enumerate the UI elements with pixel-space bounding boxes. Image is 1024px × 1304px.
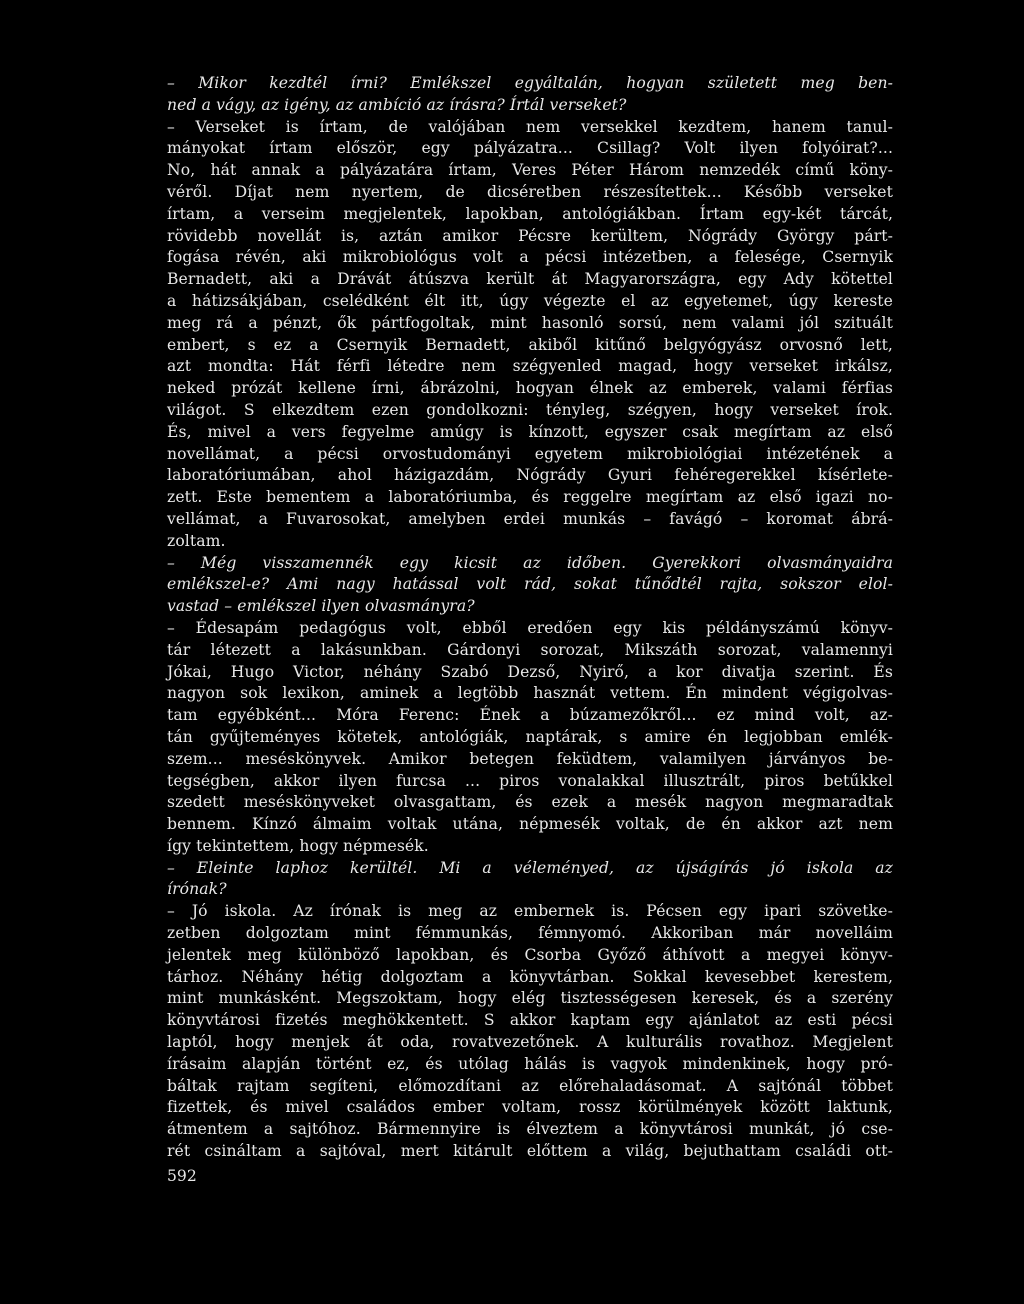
text-line: így tekintettem, hogy népmesék. [167,836,429,855]
page-number: 592 [167,1167,197,1185]
text-line: zoltam. [167,531,226,550]
text-line: tár létezett a lakásunkban. Gárdonyi sorozat, Mikszáth sorozat, valamennyi [167,640,893,659]
text-line: rét csináltam a sajtóval, mert kitárult előttem a világ, bejuthattam családi ott- [167,1142,893,1161]
text-line: bennem. Kínzó álmaim voltak utána, népmesék voltak, de én akkor azt nem [167,815,893,834]
text-line: novellámat, a pécsi orvostudományi egyetem mikrobiológiai intézetének a [167,444,893,463]
text-line: – Édesapám pedagógus volt, ebből eredően egy kis példányszámú könyv- [167,618,893,637]
body-text [167,73,893,1163]
text-line: fizettek, és mivel családos ember voltam, rossz körülmények között laktunk, [167,1098,893,1117]
text-line: És, mivel a vers fegyelme amúgy is kínzott, egyszer csak megírtam az első [167,422,893,441]
text-line: laptól, hogy menjek át oda, rovatvezetőnek. A kulturális rovathoz. Megjelent [167,1033,893,1052]
interview-question-line: ned a vágy, az igény, az ambíció az írásra? Írtál verseket? [167,95,627,114]
text-line: vellámat, a Fuvarosokat, amelyben erdei munkás – favágó – koromat ábrá- [167,509,893,528]
text-line: fogása révén, aki mikrobiológus volt a pécsi intézetben, a felesége, Csernyik [167,248,893,267]
text-line: tam egyébként... Móra Ferenc: Ének a búzamezőkről... ez mind volt, az- [167,706,893,725]
interview-question-line: vastad – emlékszel ilyen olvasmányra? [167,597,475,616]
text-line: azt mondta: Hát férfi létedre nem szégyenled magad, hogy verseket irkálsz, [167,357,893,376]
text-line: zett. Este bementem a laboratóriumba, és reggelre megírtam az első igazi no- [167,488,893,507]
text-line: mányokat írtam először, egy pályázatra... Csillag? Volt ilyen folyóirat?... [167,139,893,158]
text-line: a hátizsákjában, cselédként élt itt, úgy végezte el az egyetemet, úgy kereste [167,291,893,310]
text-line: mint munkásként. Megszoktam, hogy elég tisztességesen keresek, és a szerény [167,989,893,1008]
interview-question-line: emlékszel-e? Ami nagy hatással volt rád, sokat tűnődtél rajta, sokszor elol- [167,575,893,594]
text-line: jelentek meg különböző lapokban, és Csorba Győző áthívott a megyei könyv- [167,945,893,964]
text-line: rövidebb novellát is, aztán amikor Pécsre kerültem, Nógrády György párt- [167,226,893,245]
text-line: laboratóriumában, ahol házigazdám, Nógrády Gyuri fehéregerekkel kísérlete- [167,466,893,485]
text-line: nagyon sok lexikon, aminek a legtöbb hasznát vettem. Én mindent végigolvas- [167,684,893,703]
text-line: – Verseket is írtam, de valójában nem versekkel kezdtem, hanem tanul- [167,117,893,136]
interview-question-line: – Még visszamennék egy kicsit az időben. Gyerekkori olvasmányaidra [167,553,893,572]
text-line: Bernadett, aki a Drávát átúszva került át Magyarországra, egy Ady kötettel [167,270,893,289]
text-line: szedett meséskönyveket olvasgattam, és ezek a mesék nagyon megmaradtak [167,793,893,812]
text-line: tán gyűjteményes kötetek, antológiák, naptárak, s amire én legjobban emlék- [167,727,893,746]
text-line: tárhoz. Néhány hétig dolgoztam a könyvtárban. Sokkal kevesebbet kerestem, [167,967,893,986]
interview-question-line: – Eleinte laphoz kerültél. Mi a véleményed, az újságírás jó iskola az [167,858,893,877]
text-line: – Jó iskola. Az írónak is meg az embernek is. Pécsen egy ipari szövetke- [167,902,893,921]
text-line: szem... meséskönyvek. Amikor betegen feküdtem, valamilyen járványos be- [167,749,893,768]
text-line: zetben dolgoztam mint fémmunkás, fémnyomó. Akkoriban már novelláim [167,924,893,943]
text-line: tegségben, akkor ilyen furcsa ... piros vonalakkal illusztrált, piros betűkkel [167,771,893,790]
text-line: embert, s ez a Csernyik Bernadett, akiből kitűnő belgyógyász orvosnő lett, [167,335,893,354]
text-line: Jókai, Hugo Victor, néhány Szabó Dezső, Nyirő, a kor divatja szerint. És [167,662,893,681]
text-line: No, hát annak a pályázatára írtam, Veres Péter Három nemzedék című köny- [167,161,893,180]
text-line: báltak rajtam segíteni, előmozdítani az előrehaladásomat. A sajtónál többet [167,1076,893,1095]
text-line: meg rá a pénzt, ők pártfogoltak, mint hasonló sorsú, nem valami jól szituált [167,313,893,332]
text-line: világot. S elkezdtem ezen gondolkozni: tényleg, szégyen, hogy verseket írok. [167,400,893,419]
text-line: könyvtárosi fizetés meghökkentett. S akkor kaptam egy ajánlatot az esti pécsi [167,1011,893,1030]
text-line: neked prózát kellene írni, ábrázolni, hogyan élnek az emberek, valami férfias [167,379,893,398]
text-line: írásaim alapján történt ez, és utólag hálás is vagyok mindenkinek, hogy pró- [167,1054,893,1073]
interview-question-line: – Mikor kezdtél írni? Emlékszel egyáltalán, hogyan született meg ben- [167,74,893,92]
text-line: véről. Díjat nem nyertem, de dicséretben részesítettek... Később verseket [167,182,893,201]
text-line: írtam, a verseim megjelentek, lapokban, antológiákban. Írtam egy-két tárcát, [167,204,893,223]
text-line: átmentem a sajtóhoz. Bármennyire is élveztem a könyvtárosi munkát, jó cse- [167,1120,893,1139]
interview-question-line: írónak? [167,880,227,899]
